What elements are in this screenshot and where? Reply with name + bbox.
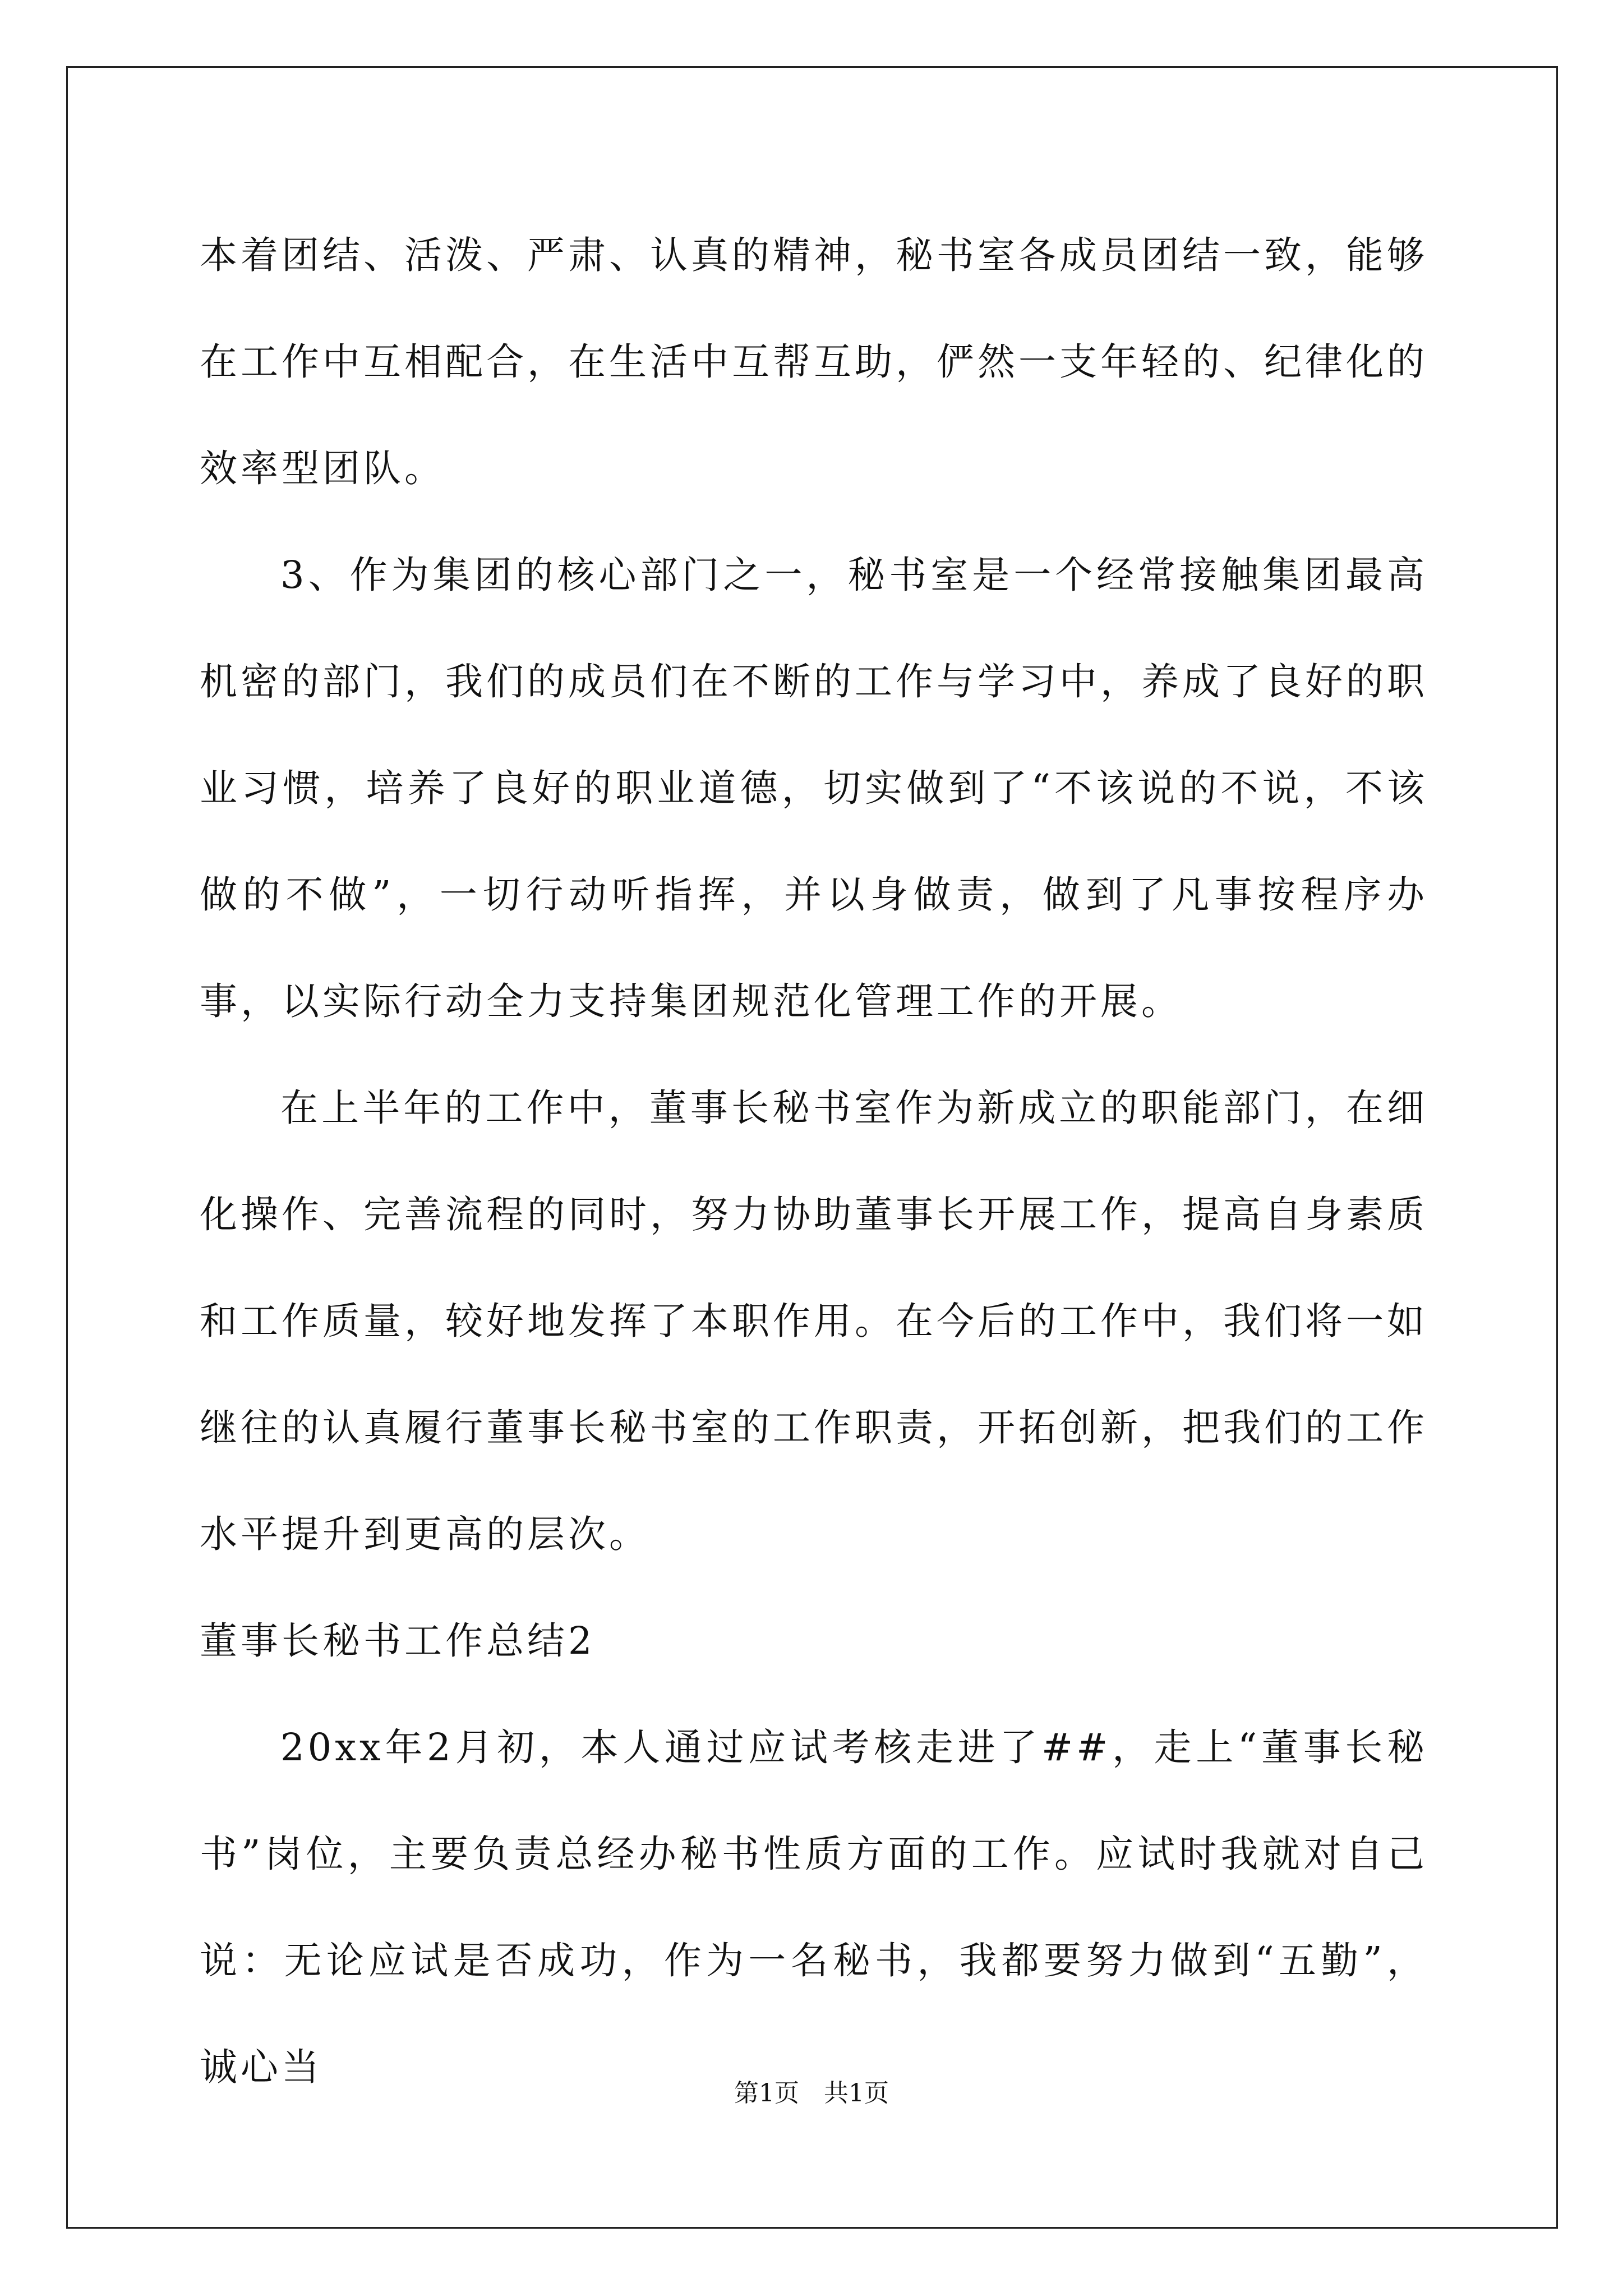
paragraph-3: 在上半年的工作中，董事长秘书室作为新成立的职能部门，在细化操作、完善流程的同时，努力协助董事长开展工作，提高自身素质和工作质量，较好地发挥了本职作用。在今后的工作中，我们将一如继往的认真履行董事长秘书室的工作职责，开拓创新，把我们的工作水平提升到更高的层次。 xyxy=(200,1086,1428,1556)
section-heading: 董事长秘书工作总结2 xyxy=(200,1619,596,1663)
paragraph-2: 3、作为集团的核心部门之一，秘书室是一个经常接触集团最高机密的部门，我们的成员们在不断的工作与学习中，养成了良好的职业习惯，培养了良好的职业道德，切实做到了“不该说的不说，不该做的不做”，一切行动听指挥，并以身做责，做到了凡事按程序办事，以实际行动全力支持集团规范化管理工作的开展。 xyxy=(200,553,1428,1023)
document-body xyxy=(200,202,1428,2120)
paragraph-4: 20xx年2月初，本人通过应试考核走进了##，走上“董事长秘书”岗位，主要负责总经办秘书性质方面的工作。应试时我就对自己说：无论应试是否成功，作为一名秘书，我都要努力做到“五勤”，诚心当 xyxy=(200,1726,1428,2089)
page-footer: 第1页 共1页 xyxy=(734,2079,889,2108)
paragraph-1: 本着团结、活泼、严肃、认真的精神，秘书室各成员团结一致，能够在工作中互相配合，在生活中互帮互助，俨然一支年轻的、纪律化的效率型团队。 xyxy=(200,233,1428,490)
